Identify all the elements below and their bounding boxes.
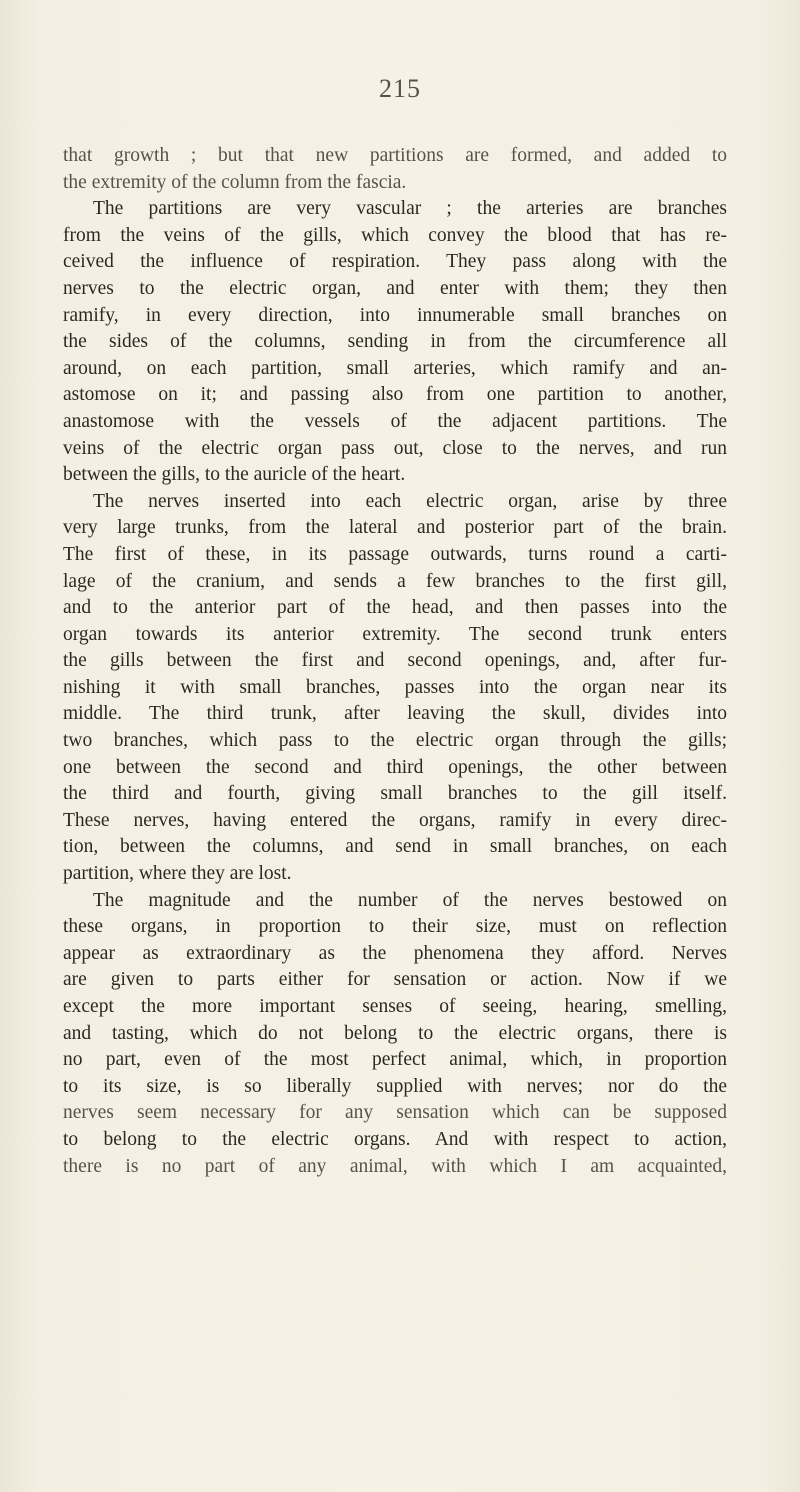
text-line: ceived the influence of respiration. They pass along with the [63,251,727,273]
text-line: tion, between the columns, and send in small branches, on each [63,836,727,858]
text-line: ramify, in every direction, into innumerable small branches on [63,304,727,326]
text-line: These nerves, having entered the organs, ramify in every direc- [63,809,727,831]
text-line: there is no part of any animal, with which I am acquainted, [63,1155,727,1177]
text-line: no part, even of the most perfect animal, which, in proportion [63,1049,727,1071]
text-line: the third and fourth, giving small branches to the gill itself. [63,783,727,805]
text-line: to belong to the electric organs. And with respect to action, [63,1128,727,1150]
text-line: that growth ; but that new partitions are formed, and added to [63,145,727,166]
text-line: the extremity of the column from the fascia. [63,171,407,193]
text-line: appear as extraordinary as the phenomena they afford. Nerves [63,942,727,964]
text-line: anastomose with the vessels of the adjacent partitions. The [63,410,727,432]
text-line: the sides of the columns, sending in from the circumference all [63,331,727,353]
text-line: and tasting, which do not belong to the electric organs, there is [63,1022,727,1044]
text-line: partition, where they are lost. [63,863,292,885]
text-line: between the gills, to the auricle of the heart. [63,464,406,486]
text-line: The partitions are very vascular ; the arteries are branches [93,198,727,220]
text-line: to its size, is so liberally supplied with nerves; nor do the [63,1075,727,1097]
text-line: astomose on it; and passing also from one partition to another, [63,384,727,406]
text-line: one between the second and third openings, the other between [63,756,727,778]
text-line: The magnitude and the number of the nerves bestowed on [93,889,727,911]
text-line: veins of the electric organ pass out, close to the nerves, and run [63,437,727,459]
text-line: are given to parts either for sensation or action. Now if we [63,969,727,991]
text-line: these organs, in proportion to their size, must on reflection [63,916,727,938]
text-line: very large trunks, from the lateral and posterior part of the brain. [63,517,727,539]
text-line: nerves seem necessary for any sensation which can be supposed [63,1102,727,1124]
text-line: middle. The third trunk, after leaving the skull, divides into [63,703,727,725]
text-line: from the veins of the gills, which convey the blood that has re- [63,224,727,246]
text-line: nishing it with small branches, passes into the organ near its [63,676,727,698]
body-text [63,143,727,1180]
text-line: and to the anterior part of the head, and then passes into the [63,597,727,619]
text-line: around, on each partition, small arteries, which ramify and an- [63,357,727,379]
page-number: 215 [379,74,421,103]
text-line: organ towards its anterior extremity. The second trunk enters [63,623,727,645]
text-line: The first of these, in its passage outwards, turns round a carti- [63,543,727,565]
text-line: The nerves inserted into each electric organ, arise by three [93,490,727,512]
text-line: nerves to the electric organ, and enter with them; they then [63,277,727,299]
text-line: lage of the cranium, and sends a few branches to the first gill, [63,570,727,592]
text-line: except the more important senses of seeing, hearing, smelling, [63,996,727,1017]
text-line: two branches, which pass to the electric organ through the gills; [63,730,727,752]
text-line: the gills between the first and second openings, and, after fur- [63,650,727,672]
